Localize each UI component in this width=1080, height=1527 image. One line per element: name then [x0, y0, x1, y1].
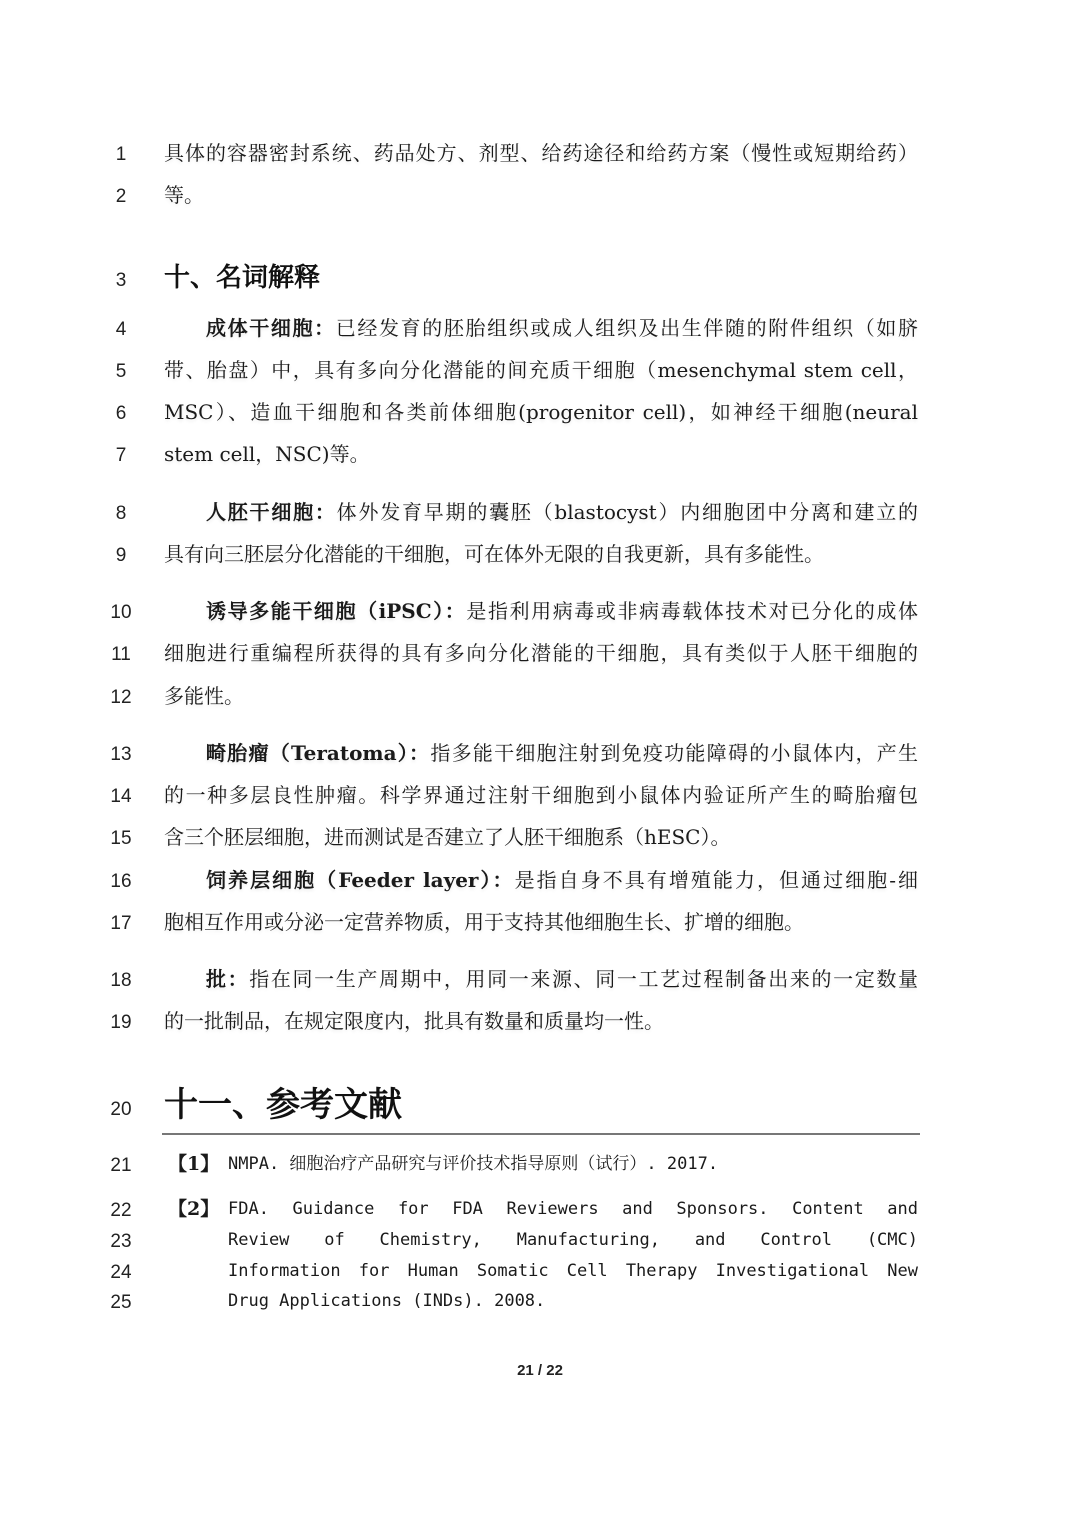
definition-first-line — [206, 318, 918, 338]
body-text-line: 胞相互作用或分泌一定营养物质，用于支持其他细胞生长、扩增的细胞。 — [164, 910, 804, 934]
reference-text-line: Information for Human Somatic Cell Therapy Investigational New — [228, 1261, 918, 1281]
term-label: 饲养层细胞（Feeder layer）： — [206, 868, 515, 892]
definition-text: 已经发育的胚胎组织或成人组织及出生伴随的附件组织（如脐 — [335, 316, 918, 340]
definition-first-line — [206, 969, 918, 989]
line-number: 25 — [110, 1292, 132, 1313]
line-number: 23 — [110, 1231, 132, 1252]
line-number: 2 — [115, 186, 127, 207]
reference-number: 【2】 — [168, 1198, 220, 1220]
line-number: 4 — [115, 319, 127, 340]
term-label: 人胚干细胞： — [206, 500, 337, 524]
line-number: 13 — [110, 744, 132, 765]
line-number: 6 — [115, 403, 127, 424]
body-text-line: 等。 — [164, 183, 204, 207]
definition-first-line — [206, 601, 918, 621]
line-number: 9 — [115, 545, 127, 566]
term-label: 畸胎瘤（Teratoma）： — [206, 741, 431, 765]
line-number: 7 — [115, 445, 127, 466]
line-number: 17 — [110, 913, 132, 934]
line-number: 16 — [110, 871, 132, 892]
heading-underline-divider — [162, 1133, 920, 1135]
line-number: 15 — [110, 828, 132, 849]
definition-text: 是指利用病毒或非病毒载体技术对已分化的成体 — [466, 599, 919, 623]
term-label: 批： — [206, 967, 250, 991]
line-number: 8 — [115, 503, 127, 524]
body-text-line: 含三个胚层细胞，进而测试是否建立了人胚干细胞系（hESC）。 — [164, 825, 731, 849]
line-number: 5 — [115, 361, 127, 382]
term-label: 成体干细胞： — [206, 316, 336, 340]
line-number: 14 — [110, 786, 132, 807]
definition-text: 体外发育早期的囊胚（blastocyst）内细胞团中分离和建立的 — [336, 500, 919, 524]
line-number: 21 — [110, 1155, 132, 1176]
line-number: 20 — [110, 1099, 132, 1120]
definition-text: 指在同一生产周期中，用同一来源、同一工艺过程制备出来的一定数量 — [249, 967, 918, 991]
definition-text: 指多能干细胞注射到免疫功能障碍的小鼠体内，产生 — [430, 741, 919, 765]
line-number: 11 — [111, 644, 131, 665]
body-text-line: 具体的容器密封系统、药品处方、剂型、给药途径和给药方案（慢性或短期给药） — [164, 141, 918, 165]
reference-text-line: Drug Applications (INDs). 2008. — [228, 1291, 546, 1311]
line-number: 18 — [110, 970, 132, 991]
section-heading: 十一、参考文献 — [164, 1085, 402, 1125]
definition-text: 是指自身不具有增殖能力，但通过细胞-细 — [514, 868, 918, 892]
reference-number: 【1】 — [168, 1153, 220, 1175]
term-label: 诱导多能干细胞（iPSC）： — [206, 599, 467, 623]
line-number: 24 — [110, 1262, 132, 1283]
line-number: 19 — [110, 1012, 132, 1033]
body-text-line: 的一批制品，在规定限度内，批具有数量和质量均一性。 — [164, 1009, 664, 1033]
line-number: 10 — [110, 602, 132, 623]
reference-text-line: FDA. Guidance for FDA Reviewers and Sponsors. Content and — [228, 1199, 918, 1219]
line-number: 12 — [110, 687, 132, 708]
line-number: 22 — [110, 1200, 132, 1221]
line-number: 3 — [115, 270, 127, 291]
body-text-line: MSC）、造血干细胞和各类前体细胞(progenitor cell)，如神经干细胞(neural — [164, 400, 918, 424]
body-text-line: 多能性。 — [164, 684, 244, 708]
definition-first-line — [206, 870, 918, 890]
reference-text-line: NMPA. 细胞治疗产品研究与评价技术指导原则（试行）. 2017. — [228, 1154, 719, 1174]
line-number: 1 — [115, 144, 127, 165]
section-heading: 十、名词解释 — [164, 263, 321, 293]
definition-first-line — [206, 502, 918, 522]
body-text-line: 的一种多层良性肿瘤。科学界通过注射干细胞到小鼠体内验证所产生的畸胎瘤包 — [164, 783, 918, 807]
body-text-line: 细胞进行重编程所获得的具有多向分化潜能的干细胞，具有类似于人胚干细胞的 — [164, 641, 918, 665]
definition-first-line — [206, 743, 918, 763]
body-text-line: stem cell，NSC)等。 — [164, 442, 370, 466]
reference-text-line: Review of Chemistry, Manufacturing, and Control (CMC) — [228, 1230, 918, 1250]
body-text-line: 具有向三胚层分化潜能的干细胞，可在体外无限的自我更新，具有多能性。 — [164, 542, 824, 566]
page-indicator: 21 / 22 — [517, 1362, 563, 1379]
body-text-line: 带、胎盘）中，具有多向分化潜能的间充质干细胞（mesenchymal stem cell， — [164, 358, 918, 382]
